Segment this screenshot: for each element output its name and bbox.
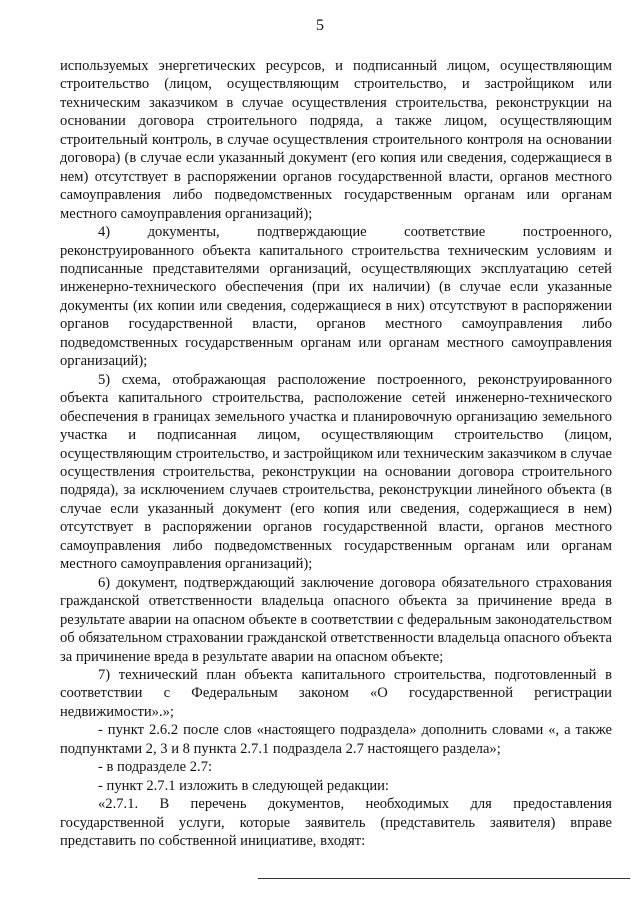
paragraph-clause-2-6-2: - пункт 2.6.2 после слов «настоящего подраздела» дополнить словами «, а также подпунктами 2, 3 и 8 пункта 2.7.1 подраздела 2.7 настоящего раздела»; <box>60 722 612 757</box>
paragraph-clause-2-7-1-intro: - пункт 2.7.1 изложить в следующей редакции: <box>98 777 389 794</box>
document-body <box>60 57 612 850</box>
paragraph-item-4: 4) документы, подтверждающие соответствие построенного, реконструированного объекта капитального строительства техническим условиям и подписанные представителями организаций, осуществляющих эксплуатацию сетей инженерно-технического обеспечения (при их наличии) (в случае если указанные документы (их копии или сведения, содержащиеся в них) отсутствуют в распоряжении органов государственной власти, органов местного самоуправления либо подведомственных государственным органам или органам местного самоуправления организаций); <box>60 224 612 370</box>
paragraph-continuation: используемых энергетических ресурсов, и подписанный лицом, осуществляющим строительство (лицом, осуществляющим строительство, и застройщиком или техническим заказчиком в случае осуществления строительства, реконструкции на основании договора строительного подряда, а также лицом, осуществляющим строительный контроль, в случае осуществления строительного контроля на основании договора) (в случае если указанный документ (его копия или сведения, содержащиеся в нем) отсутствует в распоряжении органов государственной власти, органов местного самоуправления либо подведомственных государственным органам или органам местного самоуправления организаций); <box>60 58 612 222</box>
page-number: 5 <box>316 17 324 34</box>
paragraph-item-6: 6) документ, подтверждающий заключение договора обязательного страхования гражданской ответственности владельца опасного объекта за причинение вреда в результате аварии на опасном объекте в соответствии с федеральным законодательством об обязательном страховании гражданской ответственности владельца опасного объекта за причинение вреда в результате аварии на опасном объекте; <box>60 574 612 665</box>
paragraph-item-7: 7) технический план объекта капитального строительства, подготовленный в соответствии с Федеральным законом «О государственной регистрации недвижимости».»; <box>60 666 612 720</box>
bottom-divider-line <box>258 878 630 879</box>
paragraph-clause-2-7-1-text: «2.7.1. В перечень документов, необходимых для предоставления государственной услуги, которые заявитель (представитель заявителя) вправе представить по собственной инициативе, входят: <box>60 796 612 850</box>
paragraph-item-5: 5) схема, отображающая расположение построенного, реконструированного объекта капитального строительства, расположение сетей инженерно-технического обеспечения в границах земельного участка и планировочную организацию земельного участка и подписанная лицом, осуществляющим строительство (лицом, осуществляющим строительство, и застройщиком или техническим заказчиком в случае осуществления строительства, реконструкции на основании договора строительного подряда), за исключением случаев строительства, реконструкции линейного объекта (в случае если указанный документ (его копия или сведения, содержащиеся в нем) отсутствует в распоряжении органов государственной власти, органов местного самоуправления либо подведомственных государственным органам или органам местного самоуправления организаций); <box>60 371 612 573</box>
paragraph-subsection-2-7: - в подразделе 2.7: <box>98 759 213 776</box>
